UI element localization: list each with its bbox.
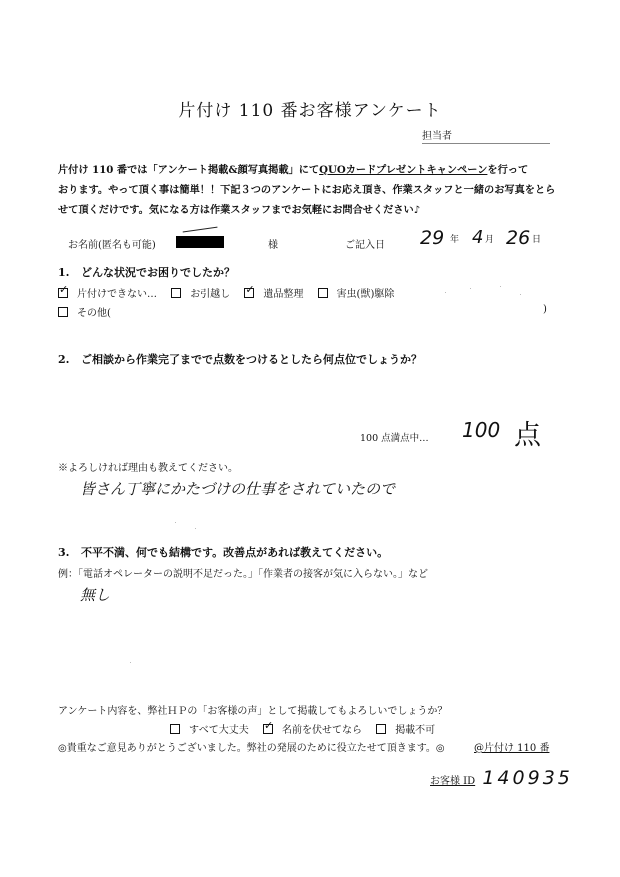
name-label: お名前(匿名も可能) <box>68 240 156 251</box>
q1-option-estate-cleanup[interactable]: ✓ 遺品整理 <box>244 289 303 300</box>
date-label: ご記入日 <box>345 240 385 251</box>
scan-noise <box>195 528 196 529</box>
consent-option-decline[interactable]: 掲載不可 <box>376 725 435 736</box>
campaign-link: QUOカードプレゼントキャンペーン <box>319 164 488 176</box>
scan-noise <box>520 294 521 295</box>
q1-heading <box>58 264 235 280</box>
intro-paragraph <box>58 160 578 220</box>
q3-answer[interactable]: 無し <box>80 586 111 604</box>
q1-question: どんな状況でお困りでしたか？ <box>80 266 235 279</box>
thanks-message: ◎貴重なご意見ありがとうございました。弊社の発展のために役立たせて頂きます。◎ <box>58 743 445 754</box>
q1-number: 1. <box>58 266 70 279</box>
consent-option-anonymous[interactable]: ✓ 名前を伏せてなら <box>263 725 362 736</box>
q1-option-other[interactable]: その他( <box>58 304 111 319</box>
q3-heading <box>58 544 388 560</box>
q1-options <box>58 285 405 300</box>
intro-line1-post: を行って <box>487 164 529 176</box>
q2-question: ご相談から作業完了までで点数をつけるとしたら何点位でしょうか？ <box>80 353 422 366</box>
scan-noise <box>445 292 446 293</box>
q2-heading <box>58 351 422 367</box>
customer-id-value[interactable]: 140935 <box>482 767 573 789</box>
checkbox-icon[interactable] <box>318 288 328 298</box>
q1-option-pest-control[interactable]: 害虫(獣)駆除 <box>318 289 395 300</box>
reason-prompt: ※よろしければ理由も教えてください。 <box>58 463 238 474</box>
scan-noise <box>470 288 471 289</box>
q1-option-moving[interactable]: お引越し <box>171 289 230 300</box>
q3-number: 3. <box>58 546 70 559</box>
date-month[interactable]: 4 <box>472 227 484 248</box>
survey-title: 片付け 110 番お客様アンケート <box>178 101 442 121</box>
brand-signature: @片付け 110 番 <box>474 743 550 754</box>
q2-number: 2. <box>58 353 70 366</box>
checkbox-checked-icon[interactable] <box>58 288 68 298</box>
score-value[interactable]: 100 <box>462 418 501 442</box>
reason-answer[interactable]: 皆さん丁寧にかたづけの仕事をされていたので <box>80 480 396 498</box>
consent-question: アンケート内容を、弊社ＨＰの「お客様の声」として掲載してもよろしいでしょうか？ <box>58 706 448 717</box>
month-unit: 月 <box>485 235 495 245</box>
customer-id-label: お客様 ID <box>430 776 476 787</box>
customer-id-row <box>430 767 573 789</box>
score-unit: 点 <box>514 420 541 451</box>
scan-noise <box>130 662 131 663</box>
checkbox-icon[interactable] <box>376 724 386 734</box>
scan-noise <box>500 286 501 287</box>
score-label: 100 点満点中… <box>360 433 429 444</box>
honorific: 様 <box>268 240 278 251</box>
consent-option-all-ok[interactable]: すべて大丈夫 <box>170 725 249 736</box>
q3-question: 不平不満、何でも結構です。改善点があれば教えてください。 <box>80 546 389 559</box>
day-unit: 日 <box>532 235 542 245</box>
intro-line2: おります。やって頂く事は簡単！！下記３つのアンケートにお応え頂き、作業スタッフと一緒のお写真をとら <box>58 184 556 196</box>
intro-line1-pre: 片付け 110 番では「アンケート掲載&顔写真掲載」にて <box>58 164 320 176</box>
redacted-name <box>176 236 224 248</box>
year-unit: 年 <box>450 235 460 245</box>
q1-other-close-paren: ) <box>543 304 547 315</box>
date-year[interactable]: 29 <box>420 227 445 249</box>
checkbox-icon[interactable] <box>170 724 180 734</box>
scan-noise <box>175 522 176 523</box>
q3-example: 例：「電話オペレーターの説明不足だった。」「作業者の接客が気に入らない。」など <box>58 569 428 580</box>
staff-field[interactable] <box>422 127 550 144</box>
checkbox-icon[interactable] <box>171 288 181 298</box>
q1-option-cant-tidy[interactable]: ✓片付けできない… <box>58 289 157 300</box>
checkbox-checked-icon[interactable] <box>263 724 273 734</box>
checkbox-checked-icon[interactable] <box>244 288 254 298</box>
consent-options <box>170 721 446 736</box>
date-day[interactable]: 26 <box>506 227 531 249</box>
staff-label: 担当者 <box>422 131 452 142</box>
intro-line3: せて頂くだけです。気になる方は作業スタッフまでお気軽にお問合せください♪ <box>58 204 421 216</box>
checkbox-icon[interactable] <box>58 307 68 317</box>
